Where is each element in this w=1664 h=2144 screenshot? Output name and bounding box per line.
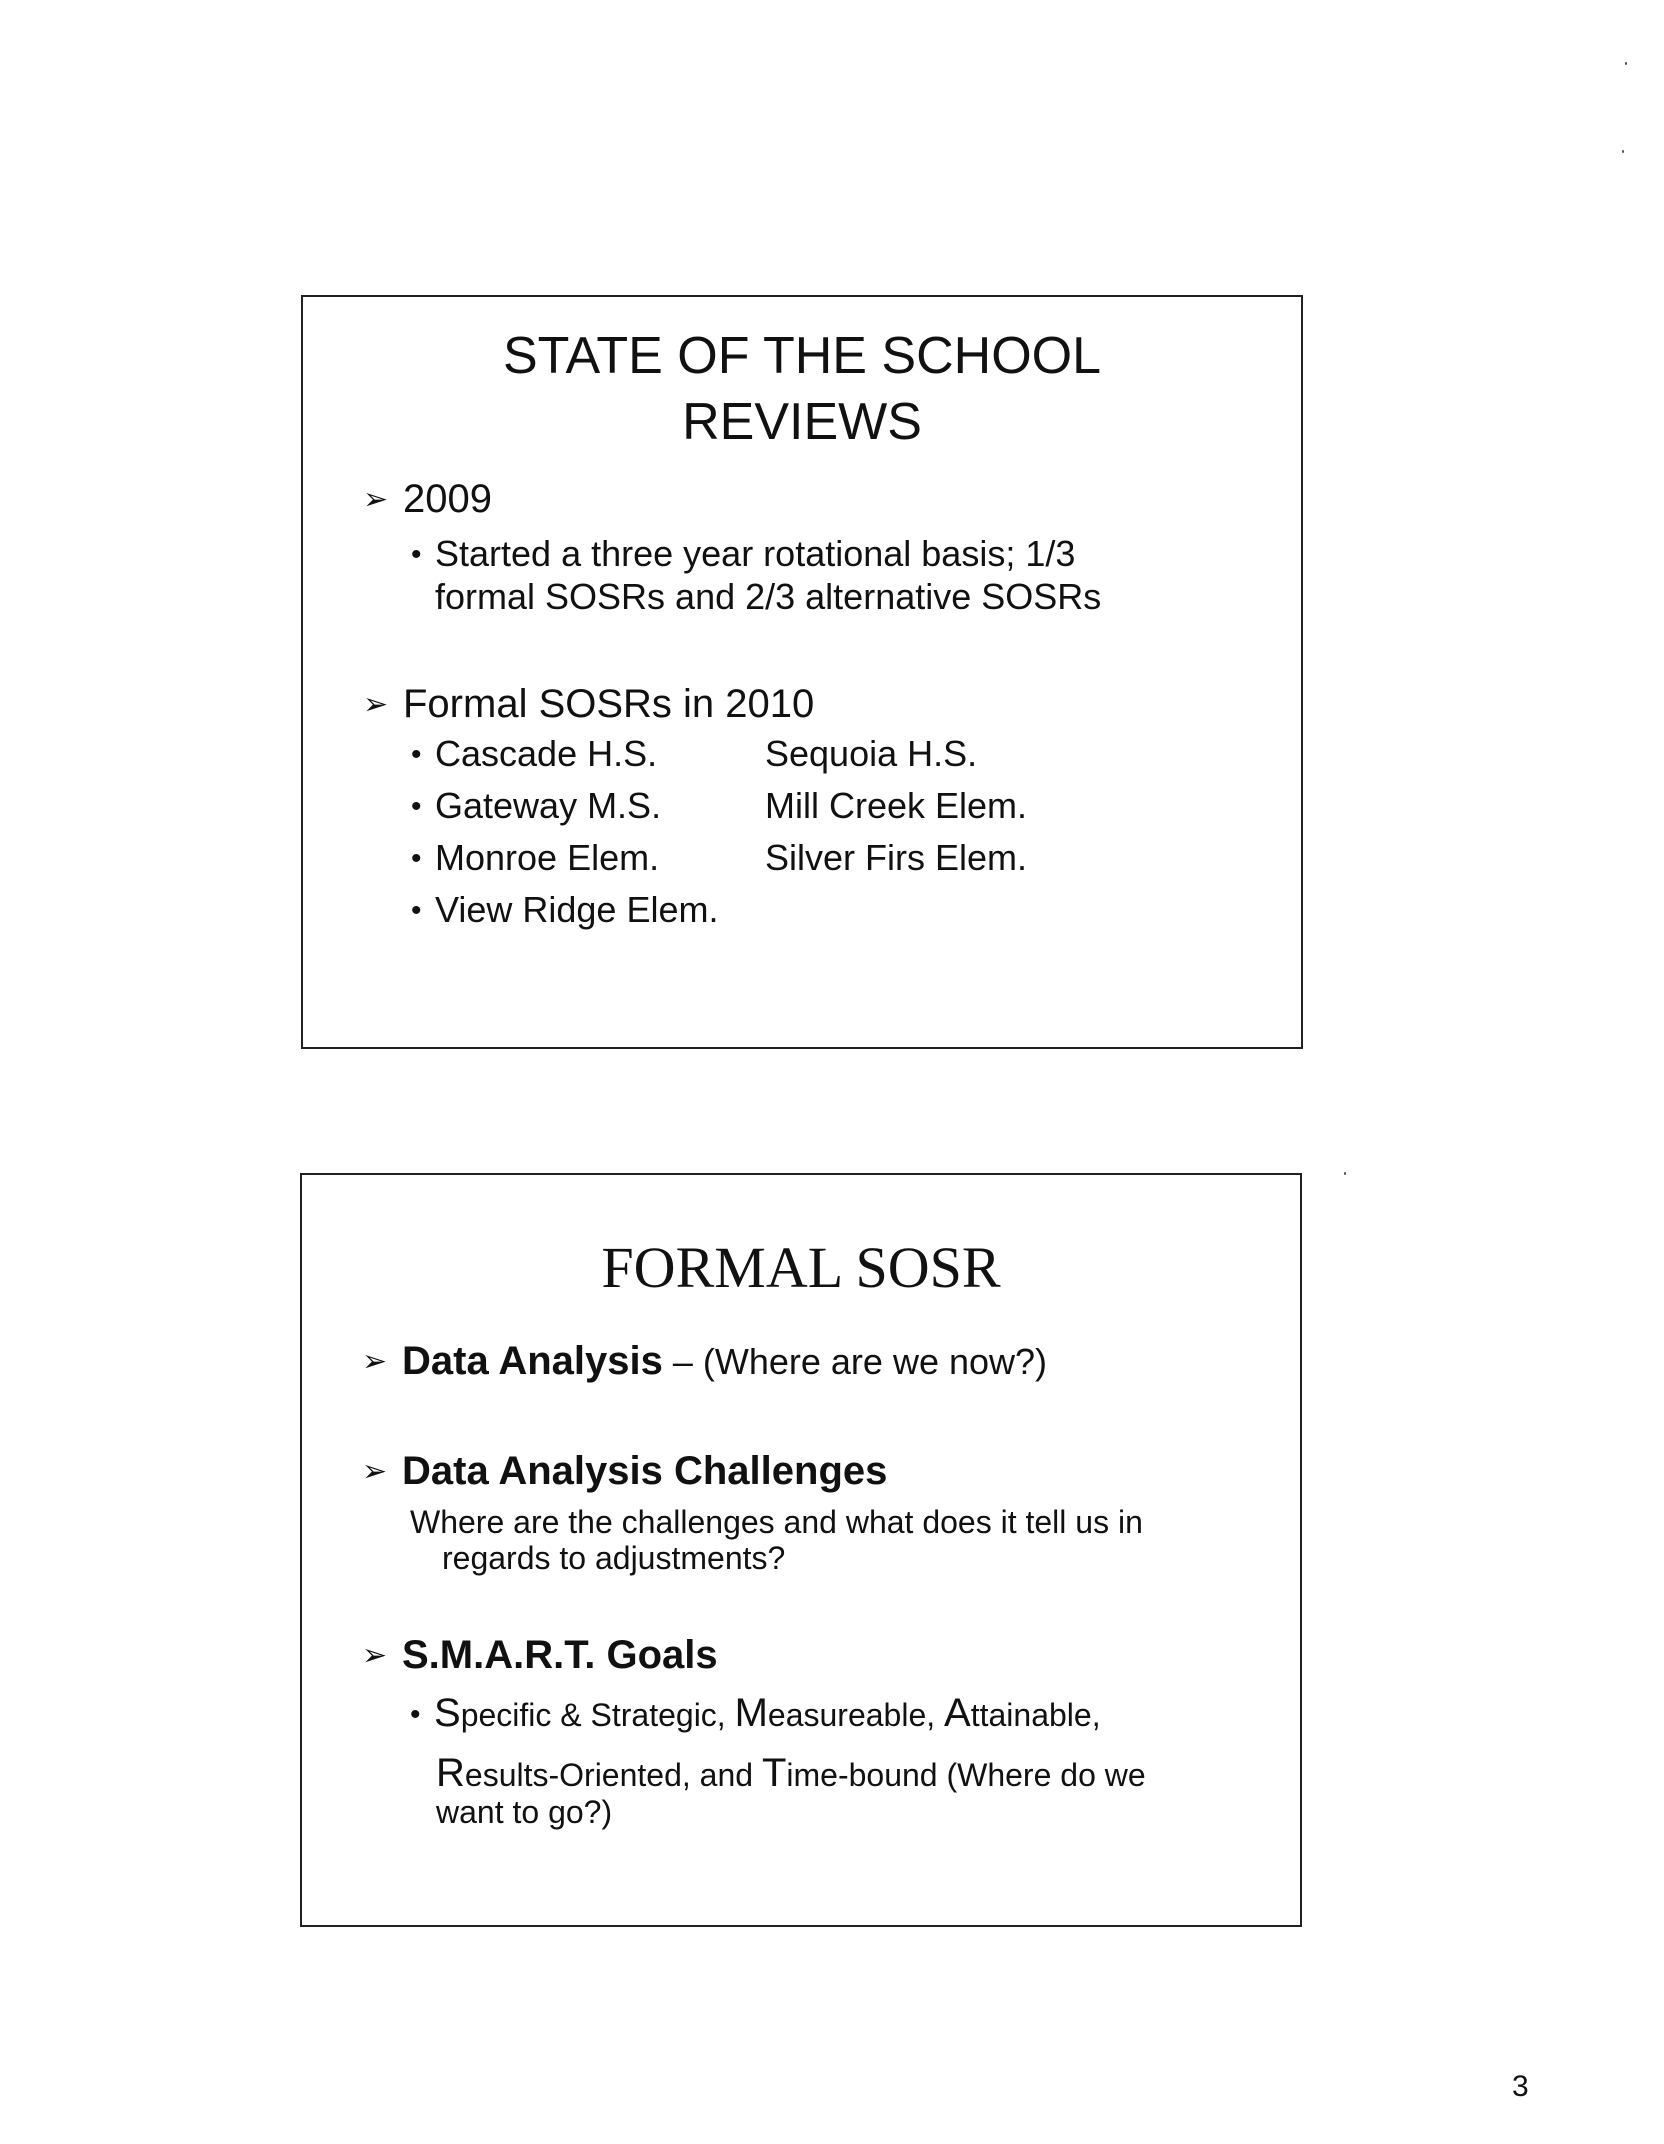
bullet-formal-sosrs-2010 xyxy=(363,680,814,729)
bullet-label: Formal SOSRs in 2010 xyxy=(403,682,815,726)
school-name: View Ridge Elem. xyxy=(435,889,719,930)
school-name: Sequoia H.S. xyxy=(765,733,978,774)
page-number: 3 xyxy=(1512,2070,1529,2103)
smart-letter-a: A xyxy=(944,1691,971,1735)
challenges-detail-line2: regards to adjustments? xyxy=(442,1540,786,1576)
bullet-data-analysis-challenges xyxy=(362,1447,887,1496)
dot-bullet-icon: • xyxy=(411,538,422,571)
dot-bullet-icon: • xyxy=(410,1698,421,1731)
bullet-detail: – (Where are we now?) xyxy=(662,1341,1048,1382)
school-name: Mill Creek Elem. xyxy=(765,785,1028,826)
smart-goals-line3: want to go?) xyxy=(436,1794,613,1830)
scan-speck xyxy=(1622,150,1624,153)
dot-bullet-icon: • xyxy=(411,738,422,771)
dot-bullet-icon: • xyxy=(411,842,422,875)
bullet-label: 2009 xyxy=(403,477,492,521)
bullet-smart-goals xyxy=(362,1631,718,1680)
bullet-label: S.M.A.R.T. Goals xyxy=(402,1633,718,1677)
school-item xyxy=(411,889,718,932)
smart-goals-line1 xyxy=(410,1689,1101,1739)
slide-title: FORMAL SOSR xyxy=(601,1235,1001,1300)
slide-title: STATE OF THE SCHOOL REVIEWS xyxy=(502,327,1102,451)
smart-goals-line2 xyxy=(436,1749,1146,1799)
arrow-bullet-icon: ➢ xyxy=(362,1345,388,1378)
sub-bullet-rotation xyxy=(411,533,1101,618)
bullet-label: Data Analysis Challenges xyxy=(402,1449,888,1493)
slide-formal-sosr xyxy=(300,1173,1302,1927)
scan-speck xyxy=(1344,1172,1346,1175)
school-name: Cascade H.S. xyxy=(435,733,658,774)
arrow-bullet-icon: ➢ xyxy=(363,483,389,516)
bullet-2009 xyxy=(363,475,492,524)
bullet-label: Data Analysis xyxy=(402,1339,663,1383)
dot-bullet-icon: • xyxy=(411,894,422,927)
arrow-bullet-icon: ➢ xyxy=(362,1455,388,1488)
sub-bullet-text-line1: Started a three year rotational basis; 1/3 xyxy=(435,533,1076,574)
arrow-bullet-icon: ➢ xyxy=(362,1639,388,1672)
school-name: Gateway M.S. xyxy=(435,785,662,826)
scan-speck xyxy=(1625,62,1627,65)
smart-letter-s: S xyxy=(434,1691,461,1735)
smart-text: ime-bound (Where do we xyxy=(786,1757,1146,1793)
sub-bullet-text-line2: formal SOSRs and 2/3 alternative SOSRs xyxy=(435,576,1102,617)
school-item xyxy=(411,733,657,776)
school-item xyxy=(411,785,661,828)
challenges-detail-line1: Where are the challenges and what does it tell us in xyxy=(410,1504,1143,1540)
smart-letter-m: M xyxy=(734,1691,768,1735)
dot-bullet-icon: • xyxy=(411,790,422,823)
bullet-data-analysis xyxy=(362,1337,1047,1386)
arrow-bullet-icon: ➢ xyxy=(363,688,389,721)
smart-letter-t: T xyxy=(761,1751,787,1795)
school-name: Monroe Elem. xyxy=(435,837,660,878)
smart-text: easureable, xyxy=(767,1697,945,1733)
smart-text: ttainable, xyxy=(970,1697,1101,1733)
slide-state-of-school-reviews xyxy=(301,295,1303,1049)
school-name: Silver Firs Elem. xyxy=(765,837,1028,878)
smart-text: esults-Oriented, and xyxy=(464,1757,762,1793)
school-item xyxy=(411,837,659,880)
smart-letter-r: R xyxy=(436,1751,465,1795)
smart-text: pecific & Strategic, xyxy=(460,1697,735,1733)
